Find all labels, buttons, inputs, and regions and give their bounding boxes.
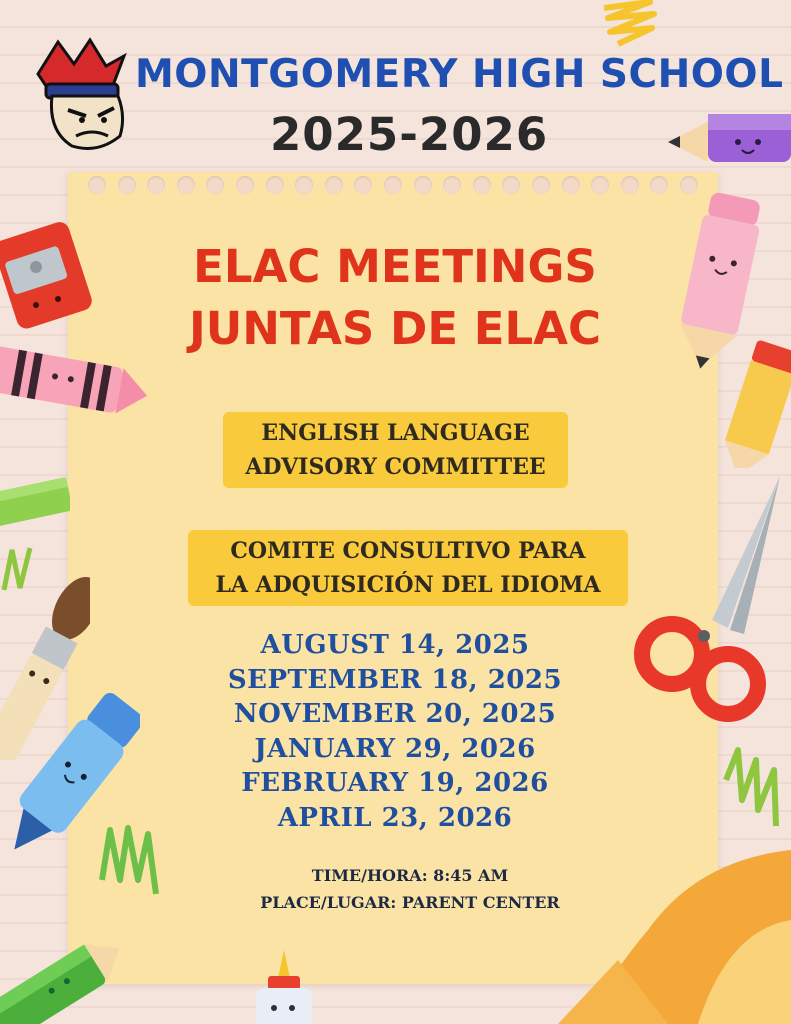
green-squiggle-icon [720,740,782,830]
pencil-icon [0,920,130,1024]
committee-english-line1: ENGLISH LANGUAGE [261,420,530,446]
school-year: 2025-2026 [270,108,549,161]
school-name: MONTGOMERY HIGH SCHOOL [135,52,784,97]
meeting-date: NOVEMBER 20, 2025 [233,699,557,729]
meeting-date: AUGUST 14, 2025 [260,630,530,660]
meeting-dates-list [200,628,590,835]
meeting-place: PLACE/LUGAR: PARENT CENTER [260,893,560,912]
meeting-details [230,862,590,916]
paper-holes [88,176,698,200]
mascot-logo [28,36,132,156]
crayon-icon [0,344,150,424]
pencil-sharpener-icon [0,215,92,330]
ruler-protractor-icon [558,830,791,1024]
yellow-squiggle-icon [600,0,660,48]
committee-spanish-line1: COMITE CONSULTIVO PARA [230,538,586,564]
committee-spanish-box [188,530,628,606]
pencil-icon [722,338,791,468]
meeting-date: APRIL 23, 2026 [277,802,513,833]
marker-icon [0,690,140,860]
title-english: ELAC MEETINGS [193,240,597,293]
meeting-time: TIME/HORA: 8:45 AM [311,866,509,885]
meeting-date: SEPTEMBER 18, 2025 [227,664,563,695]
crayon-icon [0,470,70,530]
glue-bottle-icon [246,948,322,1024]
title-spanish: JUNTAS DE ELAC [188,302,602,355]
meeting-date: FEBRUARY 19, 2026 [241,768,549,798]
meeting-date: JANUARY 29, 2026 [254,733,536,764]
committee-english-line2: ADVISORY COMMITTEE [245,454,546,480]
pencil-icon [668,100,791,170]
committee-english-box [223,412,568,488]
committee-spanish-line2: LA ADQUISICIÓN DEL IDIOMA [215,572,601,598]
scissors-icon [632,470,787,730]
meeting-title [140,236,650,360]
